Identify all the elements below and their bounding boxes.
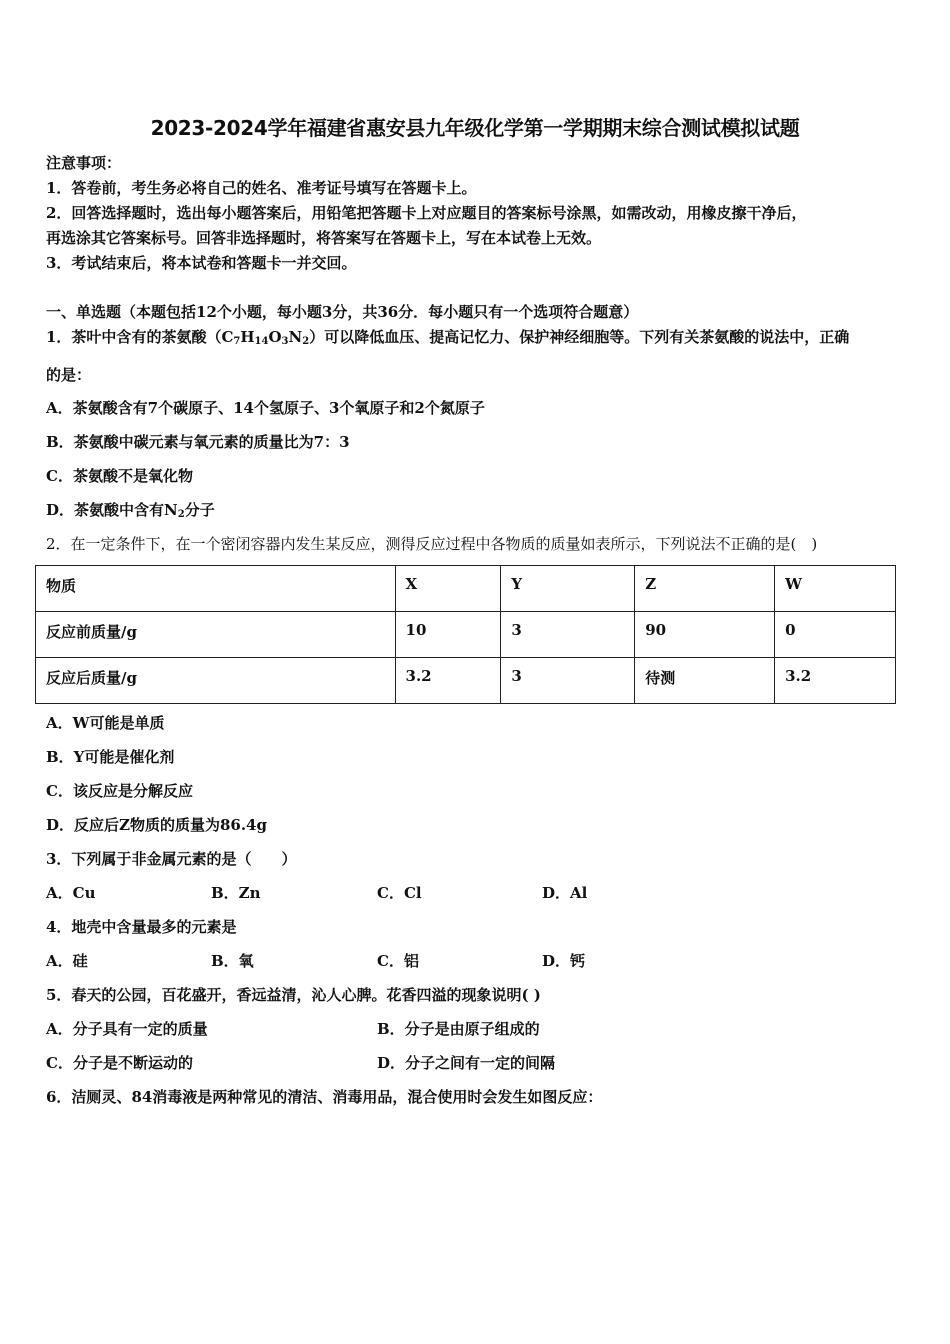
- question-4-option-a: A．硅: [46, 952, 88, 970]
- question-6-stem: 6．洁厕灵、84消毒液是两种常见的清洁、消毒用品，混合使用时会发生如图反应：: [46, 1088, 603, 1106]
- table-header-row: [36, 566, 896, 612]
- table-cell: 0: [775, 612, 896, 658]
- table-row: [36, 612, 896, 658]
- page-title: 2023-2024学年福建省惠安县九年级化学第一学期期末综合测试模拟试题: [150, 116, 800, 140]
- notice-item-3: 3．考试结束后，将本试卷和答题卡一并交回。: [46, 254, 357, 272]
- question-2-option-a: A．W可能是单质: [46, 714, 165, 732]
- question-4-stem: 4．地壳中含量最多的元素是: [46, 918, 237, 936]
- question-3-stem: 3．下列属于非金属元素的是（ ）: [46, 850, 297, 868]
- question-1-stem: 1．茶叶中含有的茶氨酸$(C_7H_{14}O_3N_2)$可以降低血压、提高记忆力、保护神经细胞等。下列有关茶氨酸的说法中，正确: [46, 328, 850, 347]
- table-cell: W: [775, 566, 896, 612]
- notice-item-2-cont: 再选涂其它答案标号。回答非选择题时，将答案写在答题卡上，写在本试卷上无效。: [46, 229, 602, 247]
- question-5-stem: 5．春天的公园，百花盛开，香远益清，沁人心脾。花香四溢的现象说明( ): [46, 986, 541, 1004]
- question-1-option-d: D．茶氨酸中含有$N_2$分子: [46, 501, 215, 520]
- question-5-option-a: A．分子具有一定的质量: [46, 1020, 208, 1038]
- question-4-option-c: C．铝: [377, 952, 419, 970]
- table-cell: 待测: [635, 658, 775, 704]
- table-cell: Z: [635, 566, 775, 612]
- question-4-option-d: D．钙: [542, 952, 586, 970]
- question-1-option-a: A．茶氨酸含有7个碳原子、14个氢原子、3个氧原子和2个氮原子: [46, 399, 485, 417]
- question-1-option-c: C．茶氨酸不是氧化物: [46, 467, 193, 485]
- question-2-option-d: D．反应后Z物质的质量为86.4g: [46, 816, 267, 834]
- mass-table: [35, 565, 896, 704]
- question-2-option-b: B．Y可能是催化剂: [46, 748, 175, 766]
- question-3-option-a: A．Cu: [46, 884, 96, 902]
- table-cell: 反应前质量/g: [36, 612, 396, 658]
- notice-heading: 注意事项：: [46, 154, 122, 172]
- question-5-option-d: D．分子之间有一定的间隔: [377, 1054, 556, 1072]
- question-2-stem: 2．在一定条件下，在一个密闭容器内发生某反应，测得反应过程中各物质的质量如表所示，下列说法不正确的是( ): [46, 535, 818, 553]
- table-row: [36, 658, 896, 704]
- table-cell: 3: [501, 658, 635, 704]
- table-cell: 3.2: [395, 658, 501, 704]
- table-cell: 90: [635, 612, 775, 658]
- question-3-option-c: C．Cl: [377, 884, 422, 902]
- question-5-option-b: B．分子是由原子组成的: [377, 1020, 540, 1038]
- table-cell: 10: [395, 612, 501, 658]
- table-cell: 3.2: [775, 658, 896, 704]
- table-cell: 3: [501, 612, 635, 658]
- notice-item-1: 1．答卷前，考生务必将自己的姓名、准考证号填写在答题卡上。: [46, 179, 477, 197]
- question-1-stem-cont: 的是：: [46, 366, 92, 384]
- table-cell: 物质: [36, 566, 396, 612]
- table-cell: 反应后质量/g: [36, 658, 396, 704]
- question-4-option-b: B．氧: [211, 952, 254, 970]
- question-3-option-b: B．Zn: [211, 884, 261, 902]
- question-2-option-c: C．该反应是分解反应: [46, 782, 193, 800]
- table-cell: X: [395, 566, 501, 612]
- question-5-option-c: C．分子是不断运动的: [46, 1054, 193, 1072]
- question-1-option-b: B．茶氨酸中碳元素与氧元素的质量比为7：3: [46, 433, 350, 451]
- question-3-option-d: D．Al: [542, 884, 588, 902]
- table-cell: Y: [501, 566, 635, 612]
- notice-item-2: 2．回答选择题时，选出每小题答案后，用铅笔把答题卡上对应题目的答案标号涂黑，如需改动，用橡皮擦干净后，: [46, 204, 807, 222]
- section-heading: 一、单选题（本题包括12个小题，每小题3分，共36分．每小题只有一个选项符合题意）: [46, 303, 639, 321]
